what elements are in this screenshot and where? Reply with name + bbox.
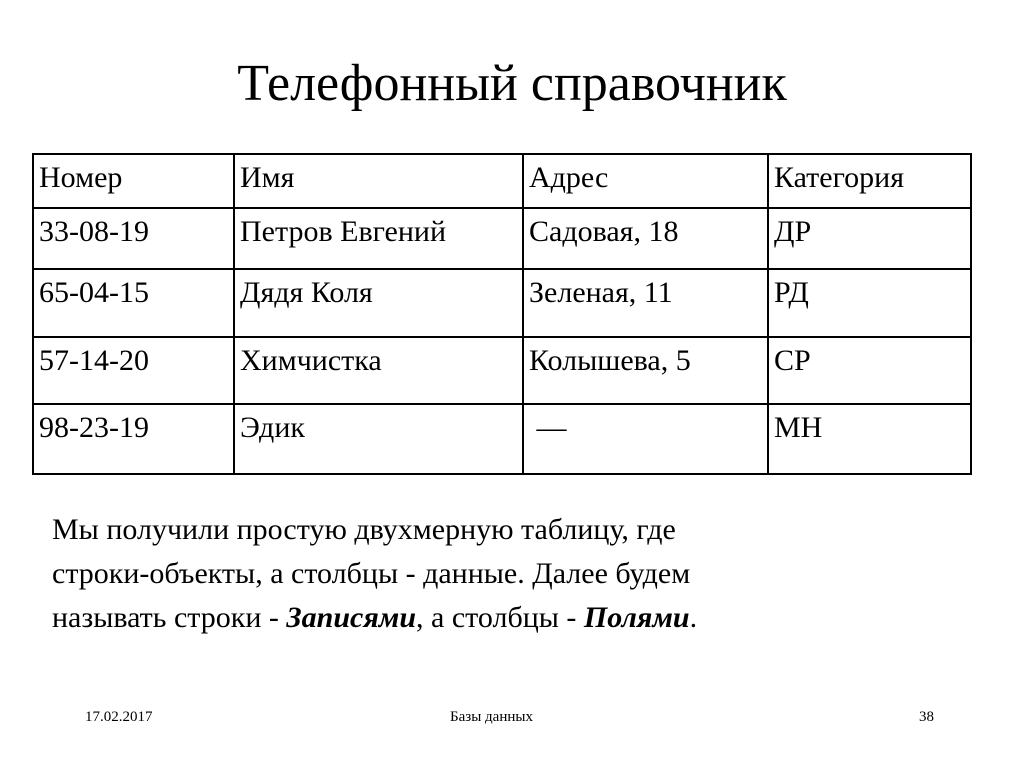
text: . xyxy=(689,601,698,634)
table-cell: ДР xyxy=(768,208,971,269)
paragraph-line: строки-объекты, а столбцы - данные. Далее будем xyxy=(52,557,691,590)
table-header-row xyxy=(33,154,971,208)
footer-subject: Базы данных xyxy=(450,709,533,725)
table-cell: Химчистка xyxy=(234,337,523,404)
table-cell: 33-08-19 xyxy=(33,208,234,269)
table-cell: Петров Евгений xyxy=(234,208,523,269)
header-cell: Категория xyxy=(768,154,971,208)
table-row xyxy=(33,269,971,337)
table-cell: РД xyxy=(768,269,971,337)
header-cell: Адрес xyxy=(523,154,768,208)
footer-page-number: 38 xyxy=(919,709,934,725)
table-row xyxy=(33,337,971,404)
text: , а столбцы - xyxy=(416,601,584,634)
table-cell: Эдик xyxy=(234,404,523,474)
header-cell: Имя xyxy=(234,154,523,208)
paragraph-line: Мы получили простую двухмерную таблицу, где xyxy=(52,513,676,546)
phone-directory-table xyxy=(32,153,972,475)
table-cell: Колышева, 5 xyxy=(523,337,768,404)
table-cell: 98-23-19 xyxy=(33,404,234,474)
table-cell: 57-14-20 xyxy=(33,337,234,404)
explanation-paragraph xyxy=(52,508,992,640)
table-cell: СР xyxy=(768,337,971,404)
text: называть строки - xyxy=(52,601,287,634)
table-cell: Дядя Коля xyxy=(234,269,523,337)
footer-date: 17.02.2017 xyxy=(85,709,153,725)
paragraph-line xyxy=(52,596,992,640)
term-records: Записями xyxy=(286,601,417,634)
table-cell: — xyxy=(523,404,768,474)
term-fields: Полями xyxy=(583,601,690,634)
table-cell: Садовая, 18 xyxy=(523,208,768,269)
table-cell: 65-04-15 xyxy=(33,269,234,337)
table-row xyxy=(33,208,971,269)
table-cell: Зеленая, 11 xyxy=(523,269,768,337)
slide-title: Телефонный справочник xyxy=(237,55,787,112)
table-cell: МН xyxy=(768,404,971,474)
table-row xyxy=(33,404,971,474)
header-cell: Номер xyxy=(33,154,234,208)
